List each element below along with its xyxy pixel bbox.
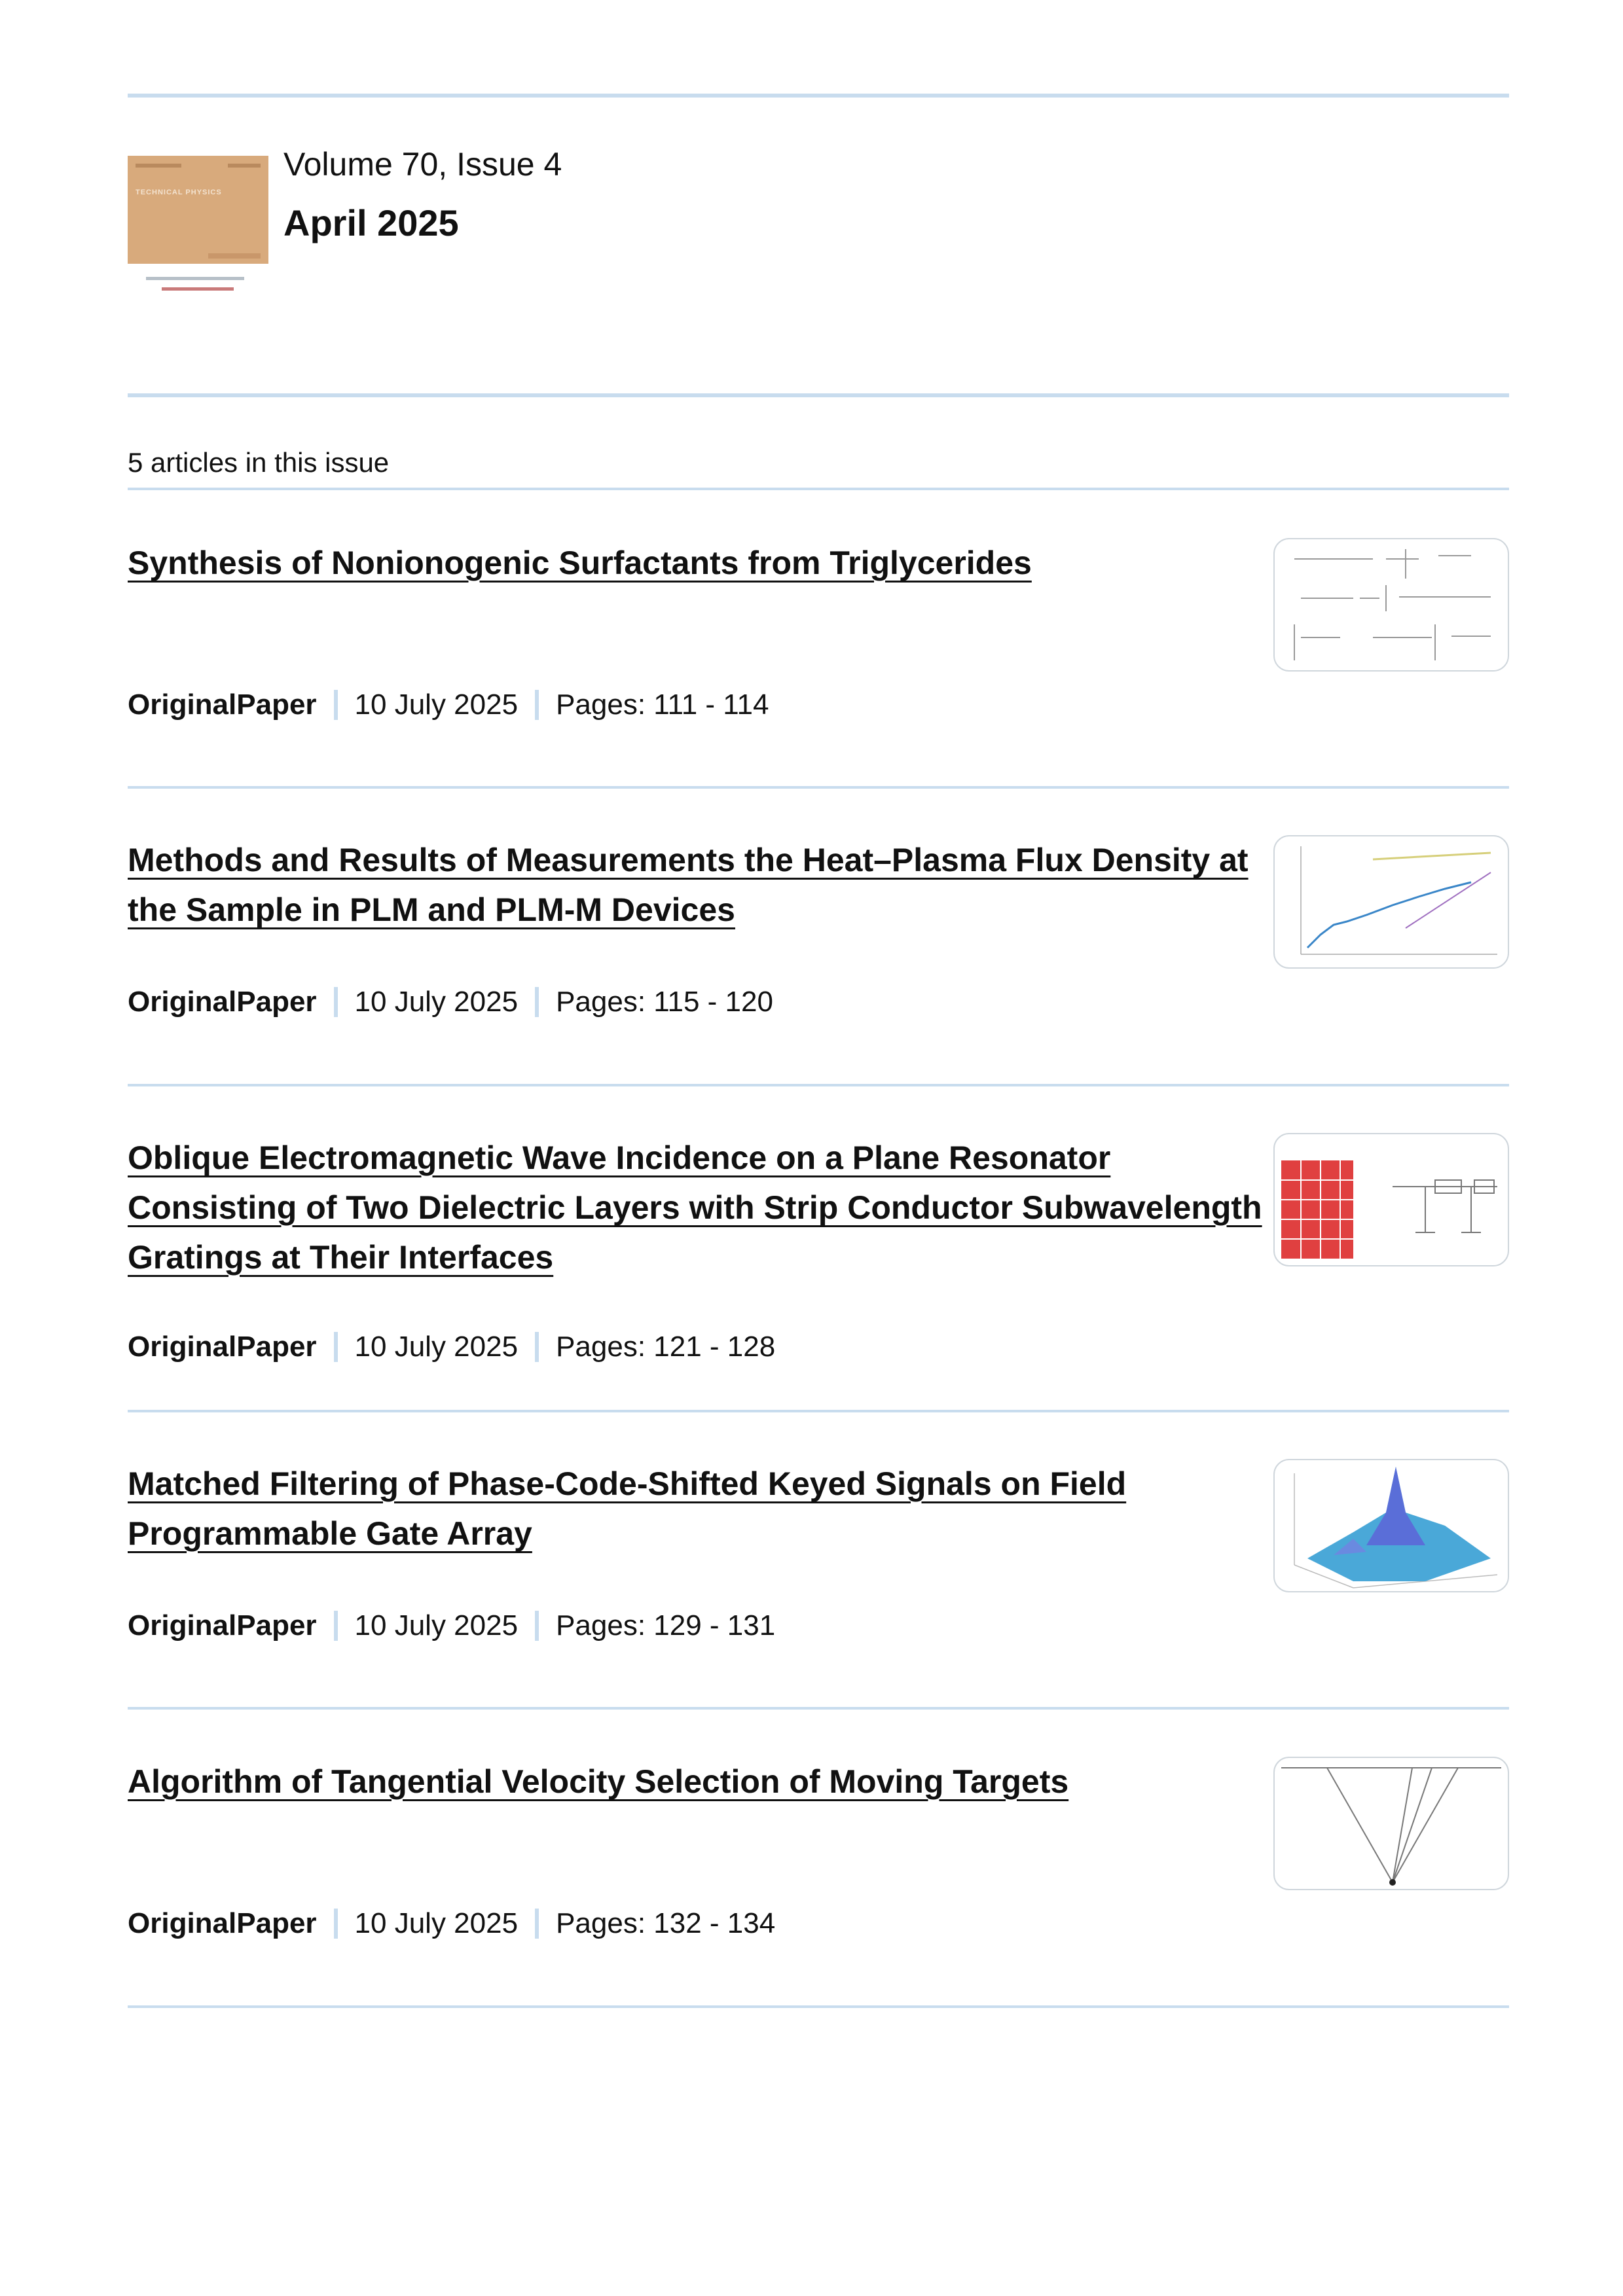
meta-separator	[535, 1611, 539, 1641]
article-divider	[128, 1084, 1509, 1086]
article-pages: Pages: 115 - 120	[556, 986, 773, 1018]
article-date: 10 July 2025	[354, 689, 519, 721]
article-title-link[interactable]: Oblique Electromagnetic Wave Incidence on a Plane Resonator Consisting of Two Dielectric Layers with Strip Conductor Subwavelength Gratings at Their Interfaces	[128, 1139, 1262, 1276]
article-divider	[128, 1707, 1509, 1710]
article-thumbnail[interactable]	[1273, 1459, 1509, 1592]
top-divider	[128, 94, 1509, 98]
article-title-link[interactable]: Matched Filtering of Phase-Code-Shifted Keyed Signals on Field Programmable Gate Array	[128, 1465, 1127, 1552]
meta-separator	[334, 987, 338, 1017]
volume-issue: Volume 70, Issue 4	[283, 146, 562, 183]
article-thumbnail[interactable]	[1273, 1757, 1509, 1890]
surface-plot-icon	[1275, 1460, 1508, 1591]
meta-separator	[334, 690, 338, 720]
article-date: 10 July 2025	[354, 1907, 519, 1939]
article-title	[128, 1757, 1267, 1806]
article-title	[128, 1133, 1267, 1282]
meta-separator	[334, 1909, 338, 1939]
list-divider	[128, 488, 1509, 490]
article-pages: Pages: 121 - 128	[556, 1331, 776, 1363]
bottom-divider	[128, 2005, 1509, 2008]
article-title-link[interactable]: Methods and Results of Measurements the Heat–Plasma Flux Density at the Sample in PLM and PLM-M Devices	[128, 842, 1249, 928]
meta-separator	[334, 1332, 338, 1362]
article-date: 10 July 2025	[354, 1609, 519, 1641]
journal-cover[interactable]	[128, 156, 268, 310]
article-type: OriginalPaper	[128, 1609, 317, 1641]
publisher-logo	[128, 264, 268, 310]
article-date: 10 July 2025	[354, 1331, 519, 1363]
article-thumbnail[interactable]	[1273, 538, 1509, 672]
article-meta	[128, 986, 773, 1018]
meta-separator	[334, 1611, 338, 1641]
line-plot-icon	[1275, 836, 1508, 967]
article-thumbnail[interactable]	[1273, 835, 1509, 969]
article-type: OriginalPaper	[128, 986, 317, 1018]
article-type: OriginalPaper	[128, 689, 317, 721]
article-title-link[interactable]: Algorithm of Tangential Velocity Selection of Moving Targets	[128, 1763, 1069, 1800]
chemical-reaction-scheme-icon	[1275, 539, 1508, 670]
article-meta	[128, 1907, 775, 1940]
article-divider	[128, 1410, 1509, 1412]
geometry-diagram-icon	[1275, 1758, 1508, 1889]
cover-title: TECHNICAL PHYSICS	[136, 188, 222, 196]
meta-separator	[535, 690, 539, 720]
header-divider	[128, 393, 1509, 397]
meta-separator	[535, 1332, 539, 1362]
article-title-link[interactable]: Synthesis of Nonionogenic Surfactants from Triglycerides	[128, 545, 1032, 581]
article-pages: Pages: 129 - 131	[556, 1609, 776, 1641]
article-type: OriginalPaper	[128, 1331, 317, 1363]
article-title	[128, 1459, 1267, 1558]
article-pages: Pages: 132 - 134	[556, 1907, 776, 1939]
article-thumbnail[interactable]	[1273, 1133, 1509, 1266]
article-count: 5 articles in this issue	[128, 447, 390, 478]
article-title	[128, 835, 1267, 935]
article-meta	[128, 689, 769, 721]
resonator-grating-icon	[1275, 1134, 1508, 1265]
article-meta	[128, 1609, 775, 1642]
article-type: OriginalPaper	[128, 1907, 317, 1939]
article-meta	[128, 1331, 775, 1363]
article-divider	[128, 786, 1509, 789]
cover-image	[128, 156, 268, 264]
issue-date: April 2025	[283, 202, 459, 243]
meta-separator	[535, 1909, 539, 1939]
meta-separator	[535, 987, 539, 1017]
article-title	[128, 538, 1267, 588]
article-pages: Pages: 111 - 114	[556, 689, 769, 721]
article-date: 10 July 2025	[354, 986, 519, 1018]
